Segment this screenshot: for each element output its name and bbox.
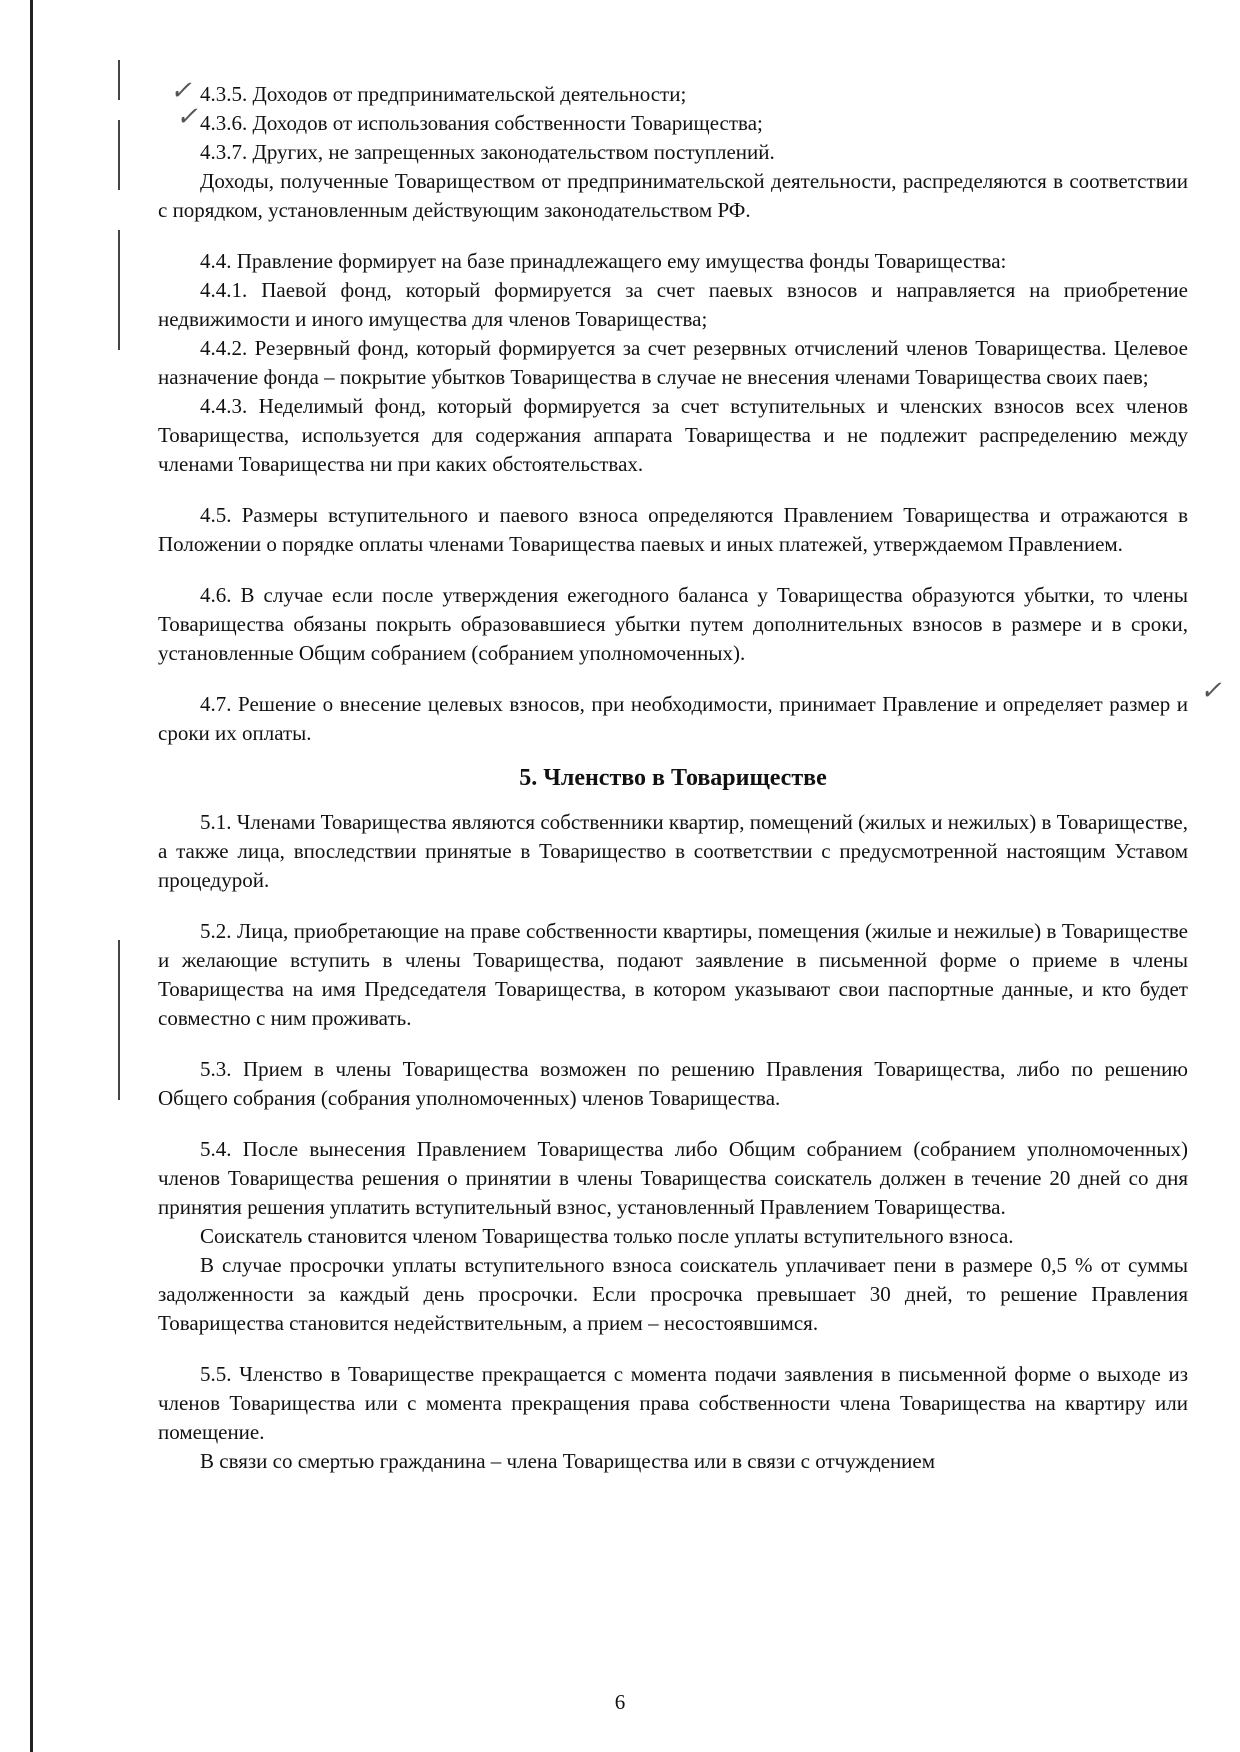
scan-artifact-mark — [118, 120, 120, 190]
checkmark-icon: ✓ — [176, 102, 198, 131]
paragraph-4-4-2: 4.4.2. Резервный фонд, который формируется за счет резервных отчислений членов Товарищества. Целевое назначение фонда – покрытие убытков Товарищества в случае не внесения членами Товарищества своих паев; — [158, 336, 1188, 389]
paragraph-4-3-6: 4.3.6. Доходов от использования собственности Товарищества; — [200, 111, 763, 135]
paragraph-4-4-3: 4.4.3. Неделимый фонд, который формируется за счет вступительных и членских взносов всех членов Товарищества, используется для содержания аппарата Товарищества и не подлежит распределению между членами Товарищества ни при каких обстоятельствах. — [158, 394, 1188, 476]
paragraph-4-7: 4.7. Решение о внесение целевых взносов, при необходимости, принимает Правление и определяет размер и сроки их оплаты. — [158, 692, 1188, 745]
scan-edge-line — [30, 0, 33, 1752]
paragraph-5-3: 5.3. Прием в члены Товарищества возможен по решению Правления Товарищества, либо по решению Общего собрания (собрания уполномоченных) членов Товарищества. — [158, 1057, 1188, 1110]
paragraph-5-5: 5.5. Членство в Товариществе прекращается с момента подачи заявления в письменной форме о выходе из членов Товарищества или с момента прекращения права собственности члена Товарищества на квартиру или помещение. — [158, 1362, 1188, 1444]
scan-artifact-mark — [118, 60, 120, 100]
paragraph-4-6: 4.6. В случае если после утверждения ежегодного баланса у Товарищества образуются убытки, то члены Товарищества обязаны покрыть образовавшиеся убытки путем дополнительных взносов в размере и в сроки, установленные Общим собранием (собранием уполномоченных). — [158, 583, 1188, 665]
document-body — [158, 76, 1188, 1476]
paragraph-4-3-5: 4.3.5. Доходов от предпринимательской деятельности; — [200, 82, 687, 106]
paragraph-penalty: В случае просрочки уплаты вступительного взноса соискатель уплачивает пени в размере 0,5 % от суммы задолженности за каждый день просрочки. Если просрочка превышает 30 дней, то решение Правления Товарищества становится недействительным, а прием – несостоявшимся. — [158, 1253, 1188, 1335]
section-5-heading: 5. Членство в Товариществе — [519, 765, 827, 791]
page-number: 6 — [614, 1690, 626, 1714]
checkmark-icon: ✓ — [170, 76, 192, 105]
paragraph-4-4-1: 4.4.1. Паевой фонд, который формируется за счет паевых взносов и направляется на приобретение недвижимости и иного имущества для членов Товарищества; — [158, 278, 1188, 331]
paragraph-death: В связи со смертью гражданина – члена Товарищества или в связи с отчуждением — [200, 1449, 936, 1473]
paragraph-applicant: Соискатель становится членом Товарищества только после уплаты вступительного взноса. — [200, 1224, 1014, 1248]
paragraph-5-4: 5.4. После вынесения Правлением Товарищества либо Общим собранием (собранием уполномоченных) членов Товарищества решения о принятии в члены Товарищества соискатель должен в течение 20 дней со дня принятия решения уплатить вступительный взнос, установленный Правлением Товарищества. — [158, 1137, 1188, 1219]
paragraph-4-4: 4.4. Правление формирует на базе принадлежащего ему имущества фонды Товарищества: — [200, 249, 1007, 273]
checkmark-icon: ✓ — [1200, 676, 1222, 705]
paragraph-4-5: 4.5. Размеры вступительного и паевого взноса определяются Правлением Товарищества и отражаются в Положении о порядке оплаты членами Товарищества паевых и иных платежей, утверждаемом Правлением. — [158, 503, 1188, 556]
scan-artifact-mark — [118, 230, 120, 350]
paragraph-income: Доходы, полученные Товариществом от предпринимательской деятельности, распределяются в соответствии с порядком, установленным действующим законодательством РФ. — [158, 169, 1188, 222]
paragraph-5-1: 5.1. Членами Товарищества являются собственники квартир, помещений (жилых и нежилых) в Товариществе, а также лица, впоследствии принятые в Товарищество в соответствии с предусмотренной настоящим Уставом процедурой. — [158, 810, 1188, 892]
paragraph-5-2: 5.2. Лица, приобретающие на праве собственности квартиры, помещения (жилые и нежилые) в Товариществе и желающие вступить в члены Товарищества, подают заявление в письменной форме о приеме в члены Товарищества на имя Председателя Товарищества, в котором указывают свои паспортные данные, и кто будет совместно с ним проживать. — [158, 919, 1188, 1030]
scan-artifact-mark — [118, 940, 120, 1100]
paragraph-4-3-7: 4.3.7. Других, не запрещенных законодательством поступлений. — [200, 140, 775, 164]
